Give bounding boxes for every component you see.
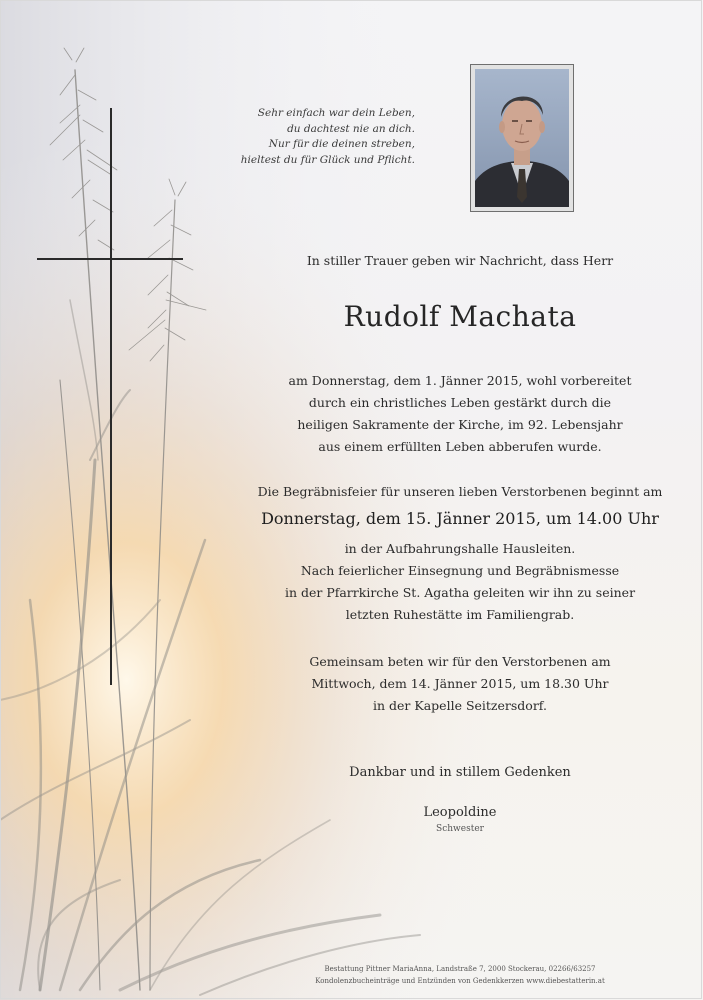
intro-line: In stiller Trauer geben wir Nachricht, dass Herr bbox=[306, 253, 614, 268]
portrait-frame bbox=[470, 64, 574, 212]
text-line: am Donnerstag, dem 1. Jänner 2015, wohl vorbereitet bbox=[288, 373, 632, 388]
poem bbox=[240, 106, 415, 168]
funeral-intro: Die Begräbnisfeier für unseren lieben Verstorbenen beginnt am bbox=[257, 484, 663, 499]
poem-line: Sehr einfach war dein Leben, bbox=[257, 107, 415, 119]
text-line: in der Aufbahrungshalle Hausleiten. bbox=[344, 541, 576, 556]
funeral-date: Donnerstag, dem 15. Jänner 2015, um 14.00 Uhr bbox=[261, 509, 659, 528]
deceased-name: Rudolf Machata bbox=[343, 300, 577, 333]
poem-line: du dachtest nie an dich. bbox=[287, 122, 415, 135]
portrait-photo bbox=[475, 69, 569, 207]
text-line: Mittwoch, dem 14. Jänner 2015, um 18.30 Uhr bbox=[311, 676, 609, 691]
footer-line: Bestattung Pittner MariaAnna, Landstraße 7, 2000 Stockerau, 02266/63257 bbox=[324, 965, 596, 973]
text-line: in der Pfarrkirche St. Agatha geleiten wir ihn zu seiner bbox=[284, 585, 636, 600]
footer-line: Kondolenzbucheinträge und Entzünden von Gedenkkerzen www.diebestatterin.at bbox=[315, 977, 605, 985]
thanks-line: Dankbar und in stillem Gedenken bbox=[349, 765, 571, 780]
text-line: in der Kapelle Seitzersdorf. bbox=[373, 698, 547, 713]
poem-line: hieltest du für Glück und Pflicht. bbox=[240, 153, 415, 166]
text-line: Gemeinsam beten wir für den Verstorbenen am bbox=[309, 654, 611, 669]
prayer-paragraph bbox=[240, 651, 680, 717]
death-paragraph bbox=[240, 370, 680, 458]
signer-name: Leopoldine bbox=[423, 805, 497, 820]
signer-role: Schwester bbox=[436, 824, 484, 834]
text-line: Nach feierlicher Einsegnung und Begräbnismesse bbox=[300, 563, 620, 578]
footer bbox=[240, 963, 680, 987]
text-line: aus einem erfüllten Leben abberufen wurde. bbox=[318, 439, 602, 454]
poem-line: Nur für die deinen streben, bbox=[268, 138, 415, 151]
text-line: heiligen Sakramente der Kirche, im 92. Lebensjahr bbox=[297, 417, 623, 432]
text-line: letzten Ruhestätte im Familiengrab. bbox=[345, 607, 575, 622]
text-line: durch ein christliches Leben gestärkt durch die bbox=[308, 395, 612, 410]
funeral-paragraph bbox=[240, 538, 680, 626]
